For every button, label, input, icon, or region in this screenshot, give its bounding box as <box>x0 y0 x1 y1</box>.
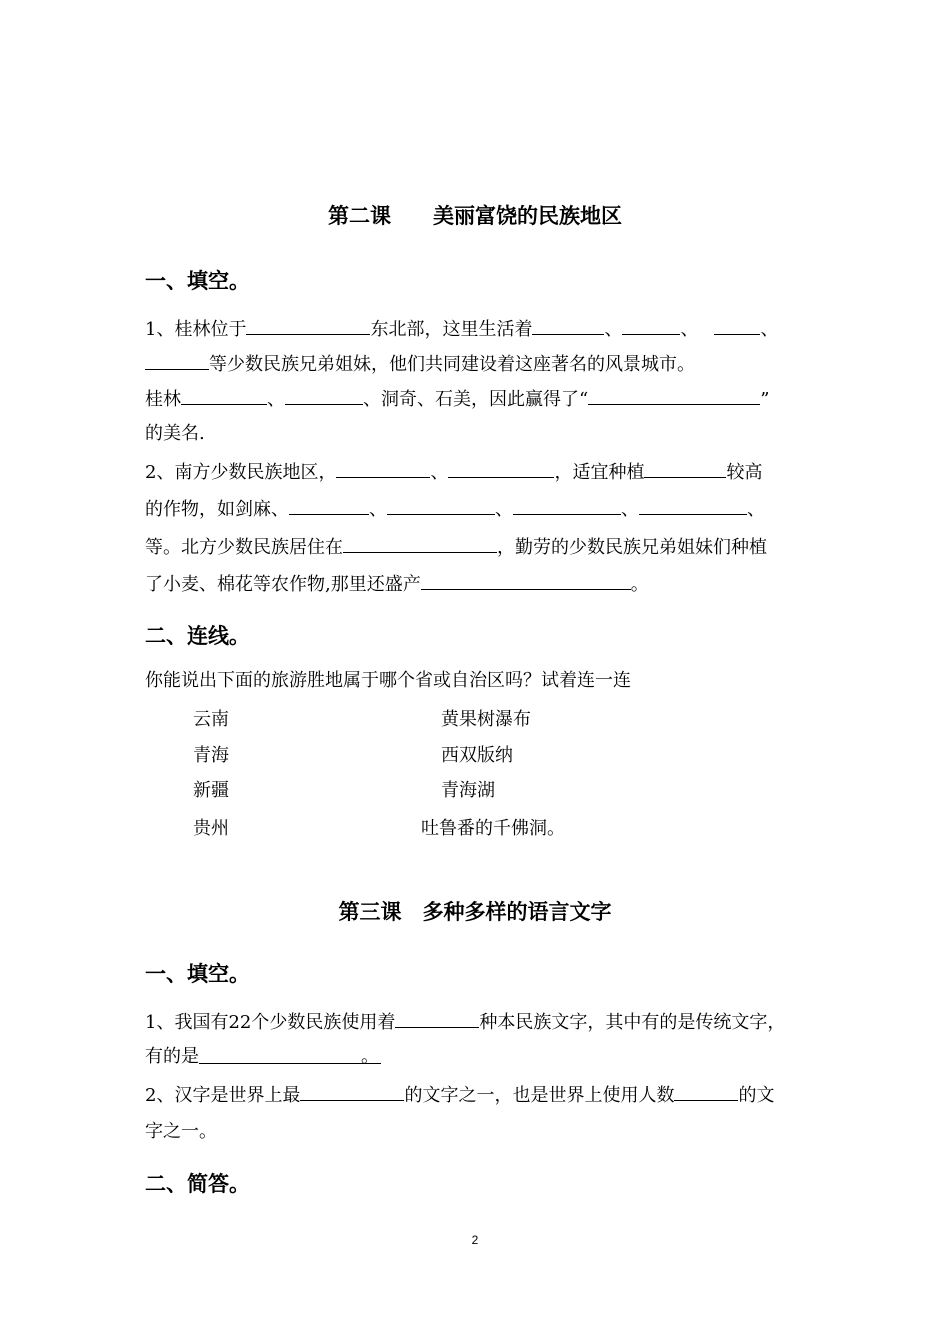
lesson2-q1-line2 <box>145 351 695 377</box>
answer-blank[interactable] <box>199 1045 381 1067</box>
text: 、洞奇、石美，因此赢得了“ <box>363 389 589 410</box>
text: 有的是 <box>145 1046 199 1067</box>
text: 。 <box>630 574 649 595</box>
match-right-item[interactable]: 黄果树瀑布 <box>441 709 531 730</box>
answer-blank[interactable] <box>336 459 430 478</box>
text: ” <box>760 389 770 410</box>
lesson2-title: 第二课 美丽富饶的民族地区 <box>328 204 622 228</box>
lesson3-q1-line2 <box>145 1045 381 1069</box>
lesson2-q1-line1 <box>145 316 778 342</box>
text: 的文字之一，也是世界上使用人数 <box>404 1085 675 1106</box>
text: 了小麦、棉花等农作物,那里还盛产 <box>145 574 421 595</box>
lesson3-q2-line1 <box>145 1082 774 1108</box>
lesson2-section2-heading: 二、连线。 <box>145 624 250 648</box>
answer-blank[interactable] <box>448 459 554 478</box>
answer-blank[interactable] <box>285 386 363 405</box>
match-prompt: 你能说出下面的旅游胜地属于哪个省或自治区吗？试着连一连 <box>145 670 631 691</box>
lesson3-section2-heading: 二、简答。 <box>145 1172 250 1196</box>
lesson3-q1-line1 <box>145 1009 785 1035</box>
text: 较高 <box>726 462 763 483</box>
lesson2-q2-line1 <box>145 459 762 485</box>
text: 、 <box>267 389 285 410</box>
text: 等少数民族兄弟姐妹，他们共同建设着这座著名的风景城市。 <box>209 354 695 375</box>
text: 桂林 <box>145 389 181 410</box>
text: 的作物，如剑麻、 <box>145 499 289 520</box>
text: 东北部，这里生活着 <box>370 319 533 340</box>
text: 、 <box>621 499 639 520</box>
text: 1、桂林位于 <box>145 319 247 340</box>
text: 、 <box>369 499 387 520</box>
text: 2、南方少数民族地区， <box>145 462 337 483</box>
lesson3-title: 第三课 多种多样的语言文字 <box>338 900 612 924</box>
answer-blank[interactable] <box>674 1082 738 1101</box>
answer-blank[interactable] <box>300 1082 404 1101</box>
text: ，适宜种植 <box>554 462 645 483</box>
match-left-item[interactable]: 新疆 <box>193 780 229 801</box>
lesson2-section1-heading: 一、填空。 <box>145 269 250 293</box>
text: 、 <box>680 319 699 340</box>
text: 1、我国有22个少数民族使用着 <box>145 1012 396 1033</box>
text: 、 <box>495 499 513 520</box>
answer-blank[interactable] <box>622 316 680 335</box>
match-left-item[interactable]: 云南 <box>193 709 229 730</box>
text: 、 <box>604 319 623 340</box>
text: 、 <box>760 319 779 340</box>
match-right-item[interactable]: 青海湖 <box>441 780 495 801</box>
text: 种本民族文字，其中有的是传统文字， <box>479 1012 786 1033</box>
answer-blank[interactable] <box>289 496 369 515</box>
answer-blank[interactable] <box>387 496 495 515</box>
match-right-item[interactable]: 吐鲁番的千佛洞。 <box>421 818 565 839</box>
answer-blank[interactable] <box>145 351 209 370</box>
answer-blank[interactable] <box>588 386 760 405</box>
answer-blank[interactable] <box>343 534 497 553</box>
text: 的文 <box>738 1085 775 1106</box>
lesson2-q1-line4: 的美名. <box>145 423 205 444</box>
match-left-item[interactable]: 青海 <box>193 745 229 766</box>
text: 等。北方少数民族居住在 <box>145 537 343 558</box>
text: 。 <box>361 1046 379 1067</box>
answer-blank[interactable] <box>421 571 631 590</box>
text: 2、汉字是世界上最 <box>145 1085 301 1106</box>
match-right-item[interactable]: 西双版纳 <box>441 745 513 766</box>
answer-blank[interactable] <box>513 496 621 515</box>
text: ，勤劳的少数民族兄弟姐妹们种植 <box>497 537 767 558</box>
lesson2-q1-line3 <box>145 386 769 412</box>
answer-blank[interactable] <box>639 496 747 515</box>
text: 、 <box>430 462 449 483</box>
lesson3-q2-line2: 字之一。 <box>145 1121 217 1142</box>
lesson2-q2-line2 <box>145 496 765 522</box>
answer-blank[interactable] <box>714 316 760 335</box>
match-left-item[interactable]: 贵州 <box>193 818 229 839</box>
lesson2-q2-line4 <box>145 571 649 597</box>
answer-blank[interactable] <box>644 459 726 478</box>
answer-blank[interactable] <box>246 316 370 335</box>
answer-blank[interactable] <box>181 386 267 405</box>
answer-blank[interactable] <box>395 1009 479 1028</box>
text: 、 <box>747 499 765 520</box>
lesson3-section1-heading: 一、填空。 <box>145 962 250 986</box>
page-number: 2 <box>471 1233 479 1247</box>
answer-blank[interactable] <box>532 316 604 335</box>
lesson2-q2-line3 <box>145 534 767 560</box>
